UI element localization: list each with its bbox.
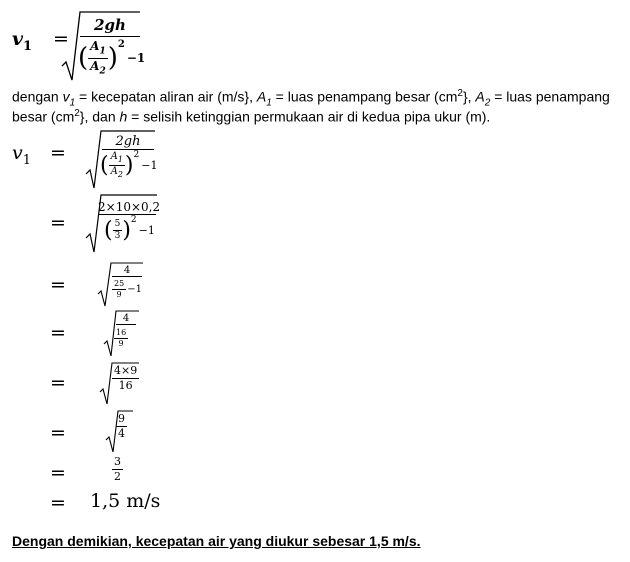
description-line-2: besar $(cm^2\}$, dan h = selisih ketinggian permukaan air di kedua pipa ukur (m). xyxy=(12,108,491,125)
step3-equals: = xyxy=(50,274,66,296)
step6-equals: = xyxy=(50,422,66,444)
step4-denominator: $\frac{16}{9}$ xyxy=(116,327,127,348)
step1-lhs: $v_1$ xyxy=(12,142,32,168)
ratio-a1-a2: $\frac{A_1}{A_2}$ xyxy=(90,39,106,77)
step2-equals: = xyxy=(50,212,66,234)
step1-numerator: 2gh xyxy=(102,134,154,150)
step2-denominator: ( $\frac{5}{3}$ ) 2 −1 xyxy=(104,214,155,243)
step7-fraction: $\frac{3}{2}$ xyxy=(114,455,121,483)
step5-equals: = xyxy=(50,372,66,394)
step4-numerator: 4 xyxy=(116,313,136,325)
conclusion-text: Dengan demikian, kecepatan air yang diukur sebesar 1,5 m/s. xyxy=(12,533,421,549)
formula-lhs: $v_1$ xyxy=(12,28,33,54)
step1-equals: = xyxy=(50,142,66,164)
formula-fraction: 2gh xyxy=(80,16,140,37)
step3-numerator: 4 xyxy=(112,265,142,277)
step8-equals: = xyxy=(50,492,66,514)
step3-denominator: $\frac{25}{9}$ −1 xyxy=(114,279,142,300)
step2-numerator: 2×10×0,2 xyxy=(98,200,161,214)
step6-fraction: $\frac{9}{4}$ xyxy=(118,412,125,440)
step4-equals: = xyxy=(50,322,66,344)
formula-denominator: ( $\frac{A_1}{A_2}$ ) 2 −1 xyxy=(78,38,146,77)
description-line-1: dengan $v_1$ = kecepatan aliran air (m/s}, $A_1$ = luas penampang besar $(cm^2\}$, $A_2$ = luas penampang xyxy=(12,88,610,109)
formula-equals: = xyxy=(53,28,69,50)
step7-equals: = xyxy=(50,462,66,484)
final-result: 1,5 m/s xyxy=(90,490,161,512)
step5-fraction: $\frac{4\times 9}{16}$ xyxy=(114,364,138,392)
step1-denominator: ( $\frac{A_1}{A_2}$ ) 2 −1 xyxy=(100,149,158,180)
